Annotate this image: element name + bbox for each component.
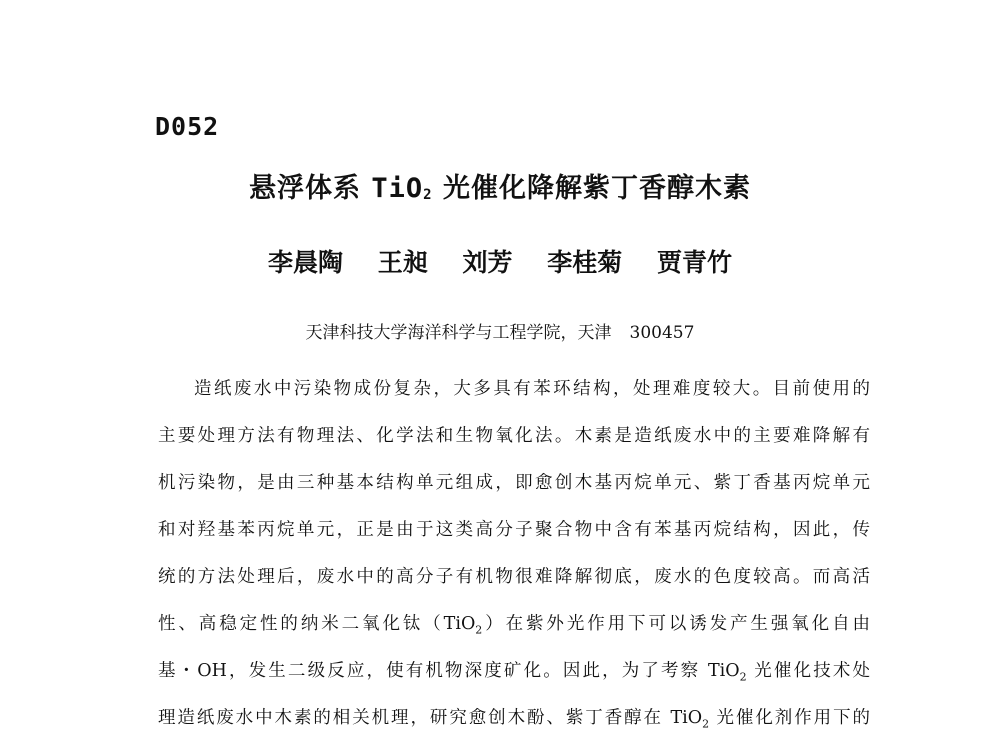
affiliation-text: 天津科技大学海洋科学与工程学院，天津 (305, 323, 612, 343)
body-text-segment: 光催化技术处 (746, 661, 870, 681)
body-line (158, 421, 870, 468)
body-line (158, 609, 870, 656)
body-text-segment: 基・OH，发生二级反应，使有机物深度矿化。因此，为了考察 TiO (158, 661, 740, 681)
body-line (158, 468, 870, 515)
body-text-segment: 理造纸废水中木素的相关机理，研究愈创木酚、紫丁香醇在 TiO (158, 708, 703, 728)
body-text-segment: 统的方法处理后，废水中的高分子有机物很难降解彻底，废水的色度较高。而高活 (158, 567, 870, 587)
affiliation (0, 318, 1000, 343)
body-line (158, 374, 870, 421)
body-text-segment: 主要处理方法有物理法、化学法和生物氧化法。木素是造纸废水中的主要难降解有 (158, 426, 870, 446)
author-name: 刘芳 (462, 248, 513, 277)
author-list (0, 243, 1000, 279)
author-name: 贾青竹 (656, 248, 732, 277)
body-line (158, 656, 870, 703)
title-chem-main: TiO (371, 173, 424, 204)
title-chem-formula (371, 173, 432, 204)
body-line (158, 703, 870, 750)
chem-subscript: 2 (702, 717, 710, 731)
title-chem-subscript: 2 (423, 187, 433, 203)
body-text-segment: 光催化剂作用下的 (709, 708, 870, 728)
body-text-segment: 性、高稳定性的纳米二氧化钛（TiO (158, 614, 476, 634)
author-name: 李晨陶 (268, 248, 344, 277)
abstract-body (158, 374, 870, 750)
title-text-before: 悬浮体系 (248, 173, 372, 204)
chem-subscript: 2 (739, 670, 747, 684)
body-line (158, 515, 870, 562)
paper-title (0, 166, 1000, 205)
body-text-segment: 和对羟基苯丙烷单元，正是由于这类高分子聚合物中含有苯基丙烷结构，因此，传 (158, 520, 870, 540)
body-text-segment: 机污染物，是由三种基本结构单元组成，即愈创木基丙烷单元、紫丁香基丙烷单元 (158, 473, 870, 493)
chem-subscript: 2 (475, 623, 483, 637)
title-text-after: 光催化降解紫丁香醇木素 (432, 173, 752, 204)
author-name: 李桂菊 (547, 248, 623, 277)
postal-code: 300457 (629, 323, 695, 343)
body-text-segment: ）在紫外光作用下可以诱发产生强氧化自由 (482, 614, 870, 634)
body-text-segment: 造纸废水中污染物成份复杂，大多具有苯环结构，处理难度较大。目前使用的 (194, 379, 870, 399)
paper-code: D052 (155, 112, 220, 141)
body-line (158, 562, 870, 609)
author-name: 王昶 (377, 248, 428, 277)
